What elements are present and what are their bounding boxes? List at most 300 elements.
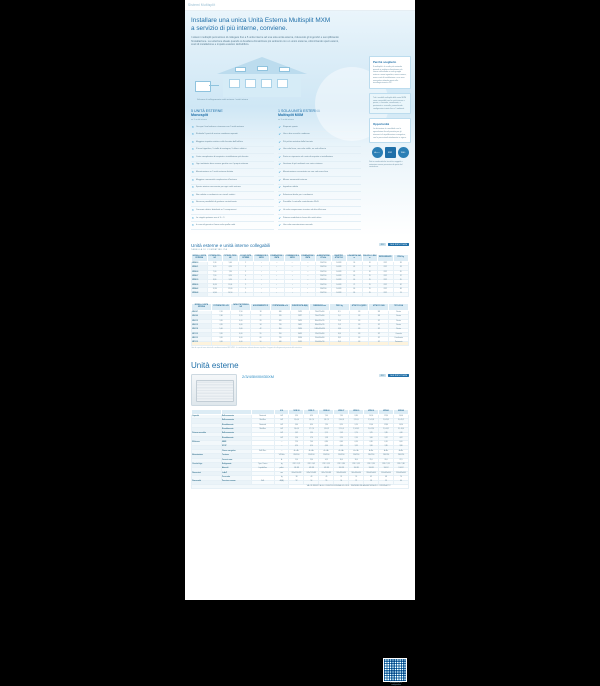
list-item: ✕ Spazio minimo necessario per ogni unità esterna [191, 185, 274, 193]
cell: 60 [394, 480, 409, 484]
cross-icon: ✕ [191, 177, 194, 182]
cell: kW [274, 419, 289, 423]
cell: 2,1-9,4 [334, 428, 349, 432]
cell: 230/1/50 [289, 454, 304, 458]
cell: 230/1/50 [379, 454, 394, 458]
cell: 1/2 [369, 324, 389, 328]
list-item: ✕ Costo complessivo di acquisto e installazione più elevato [191, 154, 274, 162]
cell: R32 [378, 292, 394, 296]
cell: 6,50 [349, 441, 364, 445]
cell: 2,15 [319, 432, 334, 436]
cell: R32 [378, 288, 394, 292]
cell: 7,20 [289, 441, 304, 445]
cell: • [285, 288, 301, 292]
check-icon: ✔ [278, 177, 281, 182]
cell: Min-Max [251, 419, 274, 423]
col-header: PORTATA ARIA m³/h [270, 304, 290, 311]
cell: R32 / 1,95 [349, 463, 364, 467]
list-item: ✕ Ogni ambiente deve essere gestito con il proprio sistema [191, 162, 274, 170]
col-header: COMBINAZIONI 3 UNITÀ [269, 255, 285, 262]
cell: 1/4-3/8 [331, 262, 347, 266]
cell: — [300, 270, 316, 274]
cell: R32 / 2,80 [394, 463, 409, 467]
cell: 3,1-16,0 [394, 428, 409, 432]
cell: 1/4-1/2 [394, 467, 409, 471]
list-item: ✔ Una sola manutenzione annuale [278, 222, 361, 230]
list-item: ✕ Maggiore impatto estetico sulla facciata dell'edificio [191, 139, 274, 147]
cell: 3,20 [231, 315, 251, 319]
cell: 3,50 [211, 319, 231, 323]
cell: 22/37 [290, 315, 310, 319]
cell: — [285, 262, 301, 266]
rail-box-incentives-text: La detrazione è cumulabile con le agevolazioni fiscali previste per gli interventi di riqualificazione energetica, con le percentuali attualmente in vigore. [373, 128, 407, 139]
cell: 1,98 [319, 436, 334, 440]
col-header: MXM-48 [394, 410, 409, 415]
cell: 8,5 [330, 311, 350, 315]
product-row [191, 374, 409, 406]
cell: 1/4 [349, 332, 369, 336]
cell: 4,10 [304, 445, 319, 449]
cell: pollici [274, 467, 289, 471]
cell: 10,50 [364, 415, 379, 419]
cell: 15,5 [330, 341, 350, 345]
cell: Canalizzata [389, 337, 409, 341]
cell: 16,0 [330, 332, 350, 336]
cell: mm [274, 471, 289, 475]
cell: 2,5-11,8 [364, 419, 379, 423]
cell: 850 [270, 328, 290, 332]
side-rail [369, 56, 411, 169]
table-body [192, 311, 409, 346]
cell: 720 [270, 324, 290, 328]
cell: 7,30 [319, 423, 334, 427]
section2-title: Unità esterne e unità interne collegabili [191, 243, 271, 249]
table-header-row [192, 304, 409, 311]
cell: 2,10 [211, 311, 231, 315]
hero-title-line1: Installare una unica Unità Esterna Multisplit MXM [191, 17, 331, 24]
cell: 2,43 [334, 432, 349, 436]
check-icon: ✔ [278, 170, 281, 175]
cell: 4 [238, 279, 254, 283]
cell: 6,50 [223, 266, 239, 270]
cell: 7,00 [319, 415, 334, 419]
cell: 8,20 [223, 275, 239, 279]
window-icon [261, 79, 272, 88]
brochure-page [185, 0, 415, 686]
cell: 5,00 [211, 328, 231, 332]
cell: 8,80 [207, 279, 223, 283]
cell: R32 [378, 266, 394, 270]
cross-icon: ✕ [191, 223, 194, 228]
cell: 6,20 [304, 415, 319, 419]
table-row-highlighted [192, 341, 409, 345]
cell: Raffrescamento [221, 415, 251, 419]
check-icon: ✔ [278, 200, 281, 205]
cell: Peso netto [221, 476, 251, 480]
cell: 4,00 [231, 337, 251, 341]
table-row [192, 292, 409, 296]
col-left-title-small: 5 UNITÀ ESTERNE [191, 108, 223, 113]
cell: 720 [270, 337, 290, 341]
list-item: ✕ 5 linee frigorifere, 5 staffe di sostegno, 5 allacci elettrici [191, 147, 274, 155]
cell: 890x295x215 [310, 324, 330, 328]
rail-box-incentives [369, 118, 411, 143]
cell: 45 [347, 266, 363, 270]
cell: R32 [378, 270, 394, 274]
cell: 6,50 [304, 423, 319, 427]
cell: 3,85 [379, 432, 394, 436]
cell: 1/2 [369, 328, 389, 332]
cell: — [285, 270, 301, 274]
cross-icon: ✕ [191, 162, 194, 167]
cell: 2,6-12,4 [364, 428, 379, 432]
cell: R32 [378, 283, 394, 287]
cell: 845x702x363 [319, 471, 334, 475]
check-icon: ✔ [278, 147, 281, 152]
fan-grille [196, 380, 234, 402]
cross-icon: ✕ [191, 139, 194, 144]
cell: • [254, 283, 270, 287]
cell: R32 [378, 262, 394, 266]
cell: Tipo / Carica [251, 463, 274, 467]
table-body [192, 415, 409, 489]
cell: 3,95 [349, 445, 364, 449]
col-left-title [191, 109, 274, 118]
cell: 55 [349, 476, 364, 480]
col-left-rows [191, 124, 274, 230]
page-header [185, 0, 415, 11]
indoor-unit-icon [257, 66, 268, 71]
cell: kW [274, 423, 289, 427]
cell: Circuito frigo [192, 463, 222, 467]
cell: MXM-24 [192, 270, 208, 274]
cell: 10 [362, 262, 378, 266]
cell: 56 [334, 480, 349, 484]
cell: 2,9-14,1 [379, 428, 394, 432]
cell: 75 [347, 283, 363, 287]
connection-line [209, 85, 219, 86]
cell: 68 [379, 476, 394, 480]
cell: 52 [393, 275, 409, 279]
cell: 21,0 [364, 458, 379, 462]
cell: 60 [347, 275, 363, 279]
cell: 1/2 [369, 332, 389, 336]
tag-refrigerant: R32 [380, 374, 385, 377]
indoor-compatibility-table [191, 303, 409, 346]
list-item: ✔ Minore rumorosità esterna [278, 177, 361, 185]
cell: 1/4-3/8 [304, 467, 319, 471]
check-icon: ✔ [278, 223, 281, 228]
cross-icon: ✕ [191, 185, 194, 190]
cell: 22 [251, 315, 271, 319]
col-header: DIAMETRO ATTACCHI [331, 255, 347, 262]
cell: 790x275x200 [310, 315, 330, 319]
cell: 60 [251, 337, 271, 341]
check-icon: ✔ [278, 124, 281, 129]
col-header: U.M. [274, 410, 289, 415]
cell: Raff./Risc. [251, 450, 274, 454]
cell: 11,0 [289, 458, 304, 462]
cell: Tensione [221, 454, 251, 458]
cell: 4,40 [394, 432, 409, 436]
rail-box-compat-text: Tutti i modelli multisplit della serie MXM sono compatibili con le unità interne a parete, a cassetta, canalizzate, a pavimento e consolle, permettendo configurazioni miste fino a 5 ambienti. [373, 96, 407, 110]
cell: MSZ-12 [192, 319, 212, 323]
cell: 11,5 [330, 324, 350, 328]
cell: 30/45 [290, 332, 310, 336]
cell: 1,76 [304, 436, 319, 440]
list-item: ✔ Un solo compressore inverter ad alta efficienza [278, 207, 361, 215]
cell: Alimentazione [192, 454, 222, 458]
cell: 2,70 [349, 432, 364, 436]
cell: Classe energetica [221, 450, 251, 454]
cell: 28 [251, 319, 271, 323]
cell: — [300, 266, 316, 270]
window-icon [229, 79, 240, 88]
cell: Riscaldamento [221, 436, 251, 440]
cell: 1/4-3/8 [319, 467, 334, 471]
cell: 230/1/50 [316, 270, 332, 274]
cell: 1/4-3/8 [331, 270, 347, 274]
cell: 230/1/50 [316, 262, 332, 266]
cell: • [254, 262, 270, 266]
col-header: MXM-21 [304, 410, 319, 415]
cell: 12,30 [207, 288, 223, 292]
list-item: ✔ Gestione di più ambienti con unico sistema [278, 162, 361, 170]
cell: MXM-36 [192, 283, 208, 287]
cell: MDZ-12 [192, 337, 212, 341]
cell: 1/4-3/8 [331, 283, 347, 287]
cell: 230/1/50 [316, 279, 332, 283]
check-icon: ✔ [278, 162, 281, 167]
check-icon: ✔ [278, 192, 281, 197]
cell: — [300, 262, 316, 266]
cell: 1,5-6,0 [289, 419, 304, 423]
cross-icon: ✕ [191, 215, 194, 220]
col-header: POTENZA FRIG. kW [207, 255, 223, 262]
cell: 15 [362, 279, 378, 283]
cell: • [254, 270, 270, 274]
rail-box-why-title: Perché sceglierlo [373, 60, 397, 64]
cell: 12,80 [379, 423, 394, 427]
cell: 1,62 [289, 432, 304, 436]
cross-icon: ✕ [191, 147, 194, 152]
cell: 1,7-7,4 [304, 428, 319, 432]
cell: 3,50 [211, 332, 231, 336]
cell: • [300, 288, 316, 292]
cell: 1/2 [369, 337, 389, 341]
cell: 1,50 [289, 436, 304, 440]
col-header: DISLIVELLO MAX m [362, 255, 378, 262]
col-header: COMBINAZIONI 4 UNITÀ [285, 255, 301, 262]
col-right-subtitle: su 5 unità interne [278, 118, 294, 121]
cell: — [285, 266, 301, 270]
cell: 1/4 [349, 328, 369, 332]
cell: 990x965x400 [364, 471, 379, 475]
check-icon: ✔ [278, 215, 281, 220]
cell: 27,0 [394, 458, 409, 462]
col-left-title-big: Monosplit [191, 113, 208, 118]
cell: 4,00 [231, 319, 251, 323]
cell: — [300, 279, 316, 283]
cell: dB(A) [274, 480, 289, 484]
cell: 10 [362, 270, 378, 274]
cell: • [300, 292, 316, 296]
cell: 24/39 [290, 319, 310, 323]
cell: • [254, 279, 270, 283]
cell: 790x275x200 [310, 311, 330, 315]
cell: 1/4-3/8 [334, 467, 349, 471]
cell: 3,25 [364, 432, 379, 436]
col-header: PESO kg [330, 304, 350, 311]
cell: Pressione sonora [221, 480, 251, 484]
col-header: PESO kg [393, 255, 409, 262]
cell: 230/1/50 [394, 454, 409, 458]
col-header: MXM-24 [319, 410, 334, 415]
col-header: RUMOROSITÀ dB(A) [290, 304, 310, 311]
cell: 62 [393, 283, 409, 287]
cell: Parete [389, 315, 409, 319]
col-right-brand: MXM [294, 113, 304, 118]
cell: 230/1/50 [316, 292, 332, 296]
cell: 2,50 [349, 436, 364, 440]
cell: Riscaldamento [221, 428, 251, 432]
cell: 45 [347, 270, 363, 274]
cell: 3/8 [369, 315, 389, 319]
cell: 5,60 [231, 328, 251, 332]
cell: • [269, 279, 285, 283]
col-right-title-big: Multisplit [278, 113, 294, 118]
list-item: ✔ Una sola linea, una sola staffa, un solo allaccio [278, 147, 361, 155]
badge-group [369, 147, 411, 158]
cell: MXM-30 [192, 279, 208, 283]
breadcrumb: Sistemi Multisplit [188, 3, 216, 7]
col-header: MXM-30 [349, 410, 364, 415]
cell: 7,30 [223, 270, 239, 274]
cell: 14,50 [394, 423, 409, 427]
cell: Parete [389, 311, 409, 315]
section2-subtitle: TABELLA DI COMPATIBILITÀ [191, 249, 228, 252]
cell: 18,0 [349, 458, 364, 462]
col-header: ALIMENTAZIONE V/Ph/Hz [316, 255, 332, 262]
cell: 6,20 [207, 266, 223, 270]
list-item: ✕ Occupa il tuo balcone o terrazzo con 5 unità esterne [191, 124, 274, 132]
cell: 11,0 [330, 319, 350, 323]
cell: 54 [304, 480, 319, 484]
qr-code[interactable] [383, 658, 407, 682]
cell: 9,20 [223, 279, 239, 283]
table-row-note [192, 485, 409, 489]
cell: MXM-42 [192, 288, 208, 292]
list-item: ✔ Manutenzione concentrata su una sola macchina [278, 169, 361, 177]
cell: 6,00 [394, 441, 409, 445]
cell: 700x450x200 [310, 337, 330, 341]
cell: Corrente max [221, 458, 251, 462]
cell: • [269, 270, 285, 274]
section3-tags [379, 374, 409, 377]
cell: • [300, 283, 316, 287]
cross-icon: ✕ [191, 170, 194, 175]
cell: • [269, 266, 285, 270]
cell: 2,24 [334, 436, 349, 440]
cell: • [269, 292, 285, 296]
cell: • [254, 292, 270, 296]
cell: Min-Max [251, 428, 274, 432]
list-item: ✔ Soluzione ideale per i condomini [278, 192, 361, 200]
cell: 1,9-8,3 [319, 428, 334, 432]
table2-footnote: I dati di capacità sono riferiti alle condizioni nominali EN 14511. Le combinazioni indicate devono rispettare il rapporto di collegamento previsto dal costruttore. [191, 348, 303, 350]
cross-icon: ✕ [191, 207, 194, 212]
cell: A++/A+ [304, 450, 319, 454]
cell: 230/1/50 [349, 454, 364, 458]
cell: 2,2-9,9 [349, 419, 364, 423]
col-right-title-small: 1 SOLA UNITÀ ESTERNA [278, 108, 321, 113]
cell: — [274, 441, 289, 445]
cell: 57 [349, 480, 364, 484]
cross-icon: ✕ [191, 200, 194, 205]
section2-tags [379, 243, 409, 246]
cell: 1/4-1/2 [379, 467, 394, 471]
cell: • [285, 279, 301, 283]
cell: 14,50 [223, 292, 239, 296]
cell: 12,30 [379, 415, 394, 419]
cell: 34 [251, 324, 271, 328]
rail-box-compat [369, 93, 411, 115]
cell: 31/45 [290, 341, 310, 345]
cell: 80 [347, 292, 363, 296]
cell: 2,3-10,5 [349, 428, 364, 432]
cell: R32 / 2,30 [364, 463, 379, 467]
cell: kW [274, 432, 289, 436]
cell: 1/2 [369, 341, 389, 345]
cell: 14,5 [319, 458, 334, 462]
cell [192, 485, 289, 489]
cell: 5 [238, 292, 254, 296]
cell: 4,02 [394, 436, 409, 440]
cell: 24,0 [379, 458, 394, 462]
col-header: MXM-42 [379, 410, 394, 415]
tag-refrigerant: R32 [380, 243, 385, 246]
col-header: MXM-27 [334, 410, 349, 415]
list-item: ✔ Porta un risparmio sul costo di acquisto e installazione [278, 154, 361, 162]
cell: 11,00 [223, 283, 239, 287]
col-header: MODELLO UNITÀ INTERNA [192, 304, 212, 311]
cell: 18 [251, 311, 271, 315]
cell: Nominale [251, 423, 274, 427]
rail-box-why [369, 56, 411, 89]
cell: 5,30 [207, 262, 223, 266]
cell: 230/1/50 [334, 454, 349, 458]
qr-caption: Scansiona per il configuratore [389, 682, 402, 686]
cell: MSZ-09 [192, 315, 212, 319]
cell: kW [274, 436, 289, 440]
col-header: MXM-18 [289, 410, 304, 415]
cell: 5 [238, 288, 254, 292]
cell: 43 [304, 476, 319, 480]
list-item: ✔ Risparmi spazio [278, 124, 361, 132]
cell: kg [274, 463, 289, 467]
refrigerant-badge: R32 [385, 147, 396, 158]
cell: 1/4 [349, 324, 369, 328]
cell: 800x554x333 [289, 471, 304, 475]
cell: Rumorosità [192, 480, 222, 484]
cell: 2,60 [211, 315, 231, 319]
cell: R32 / 2,55 [379, 463, 394, 467]
cell: 6,60 [334, 441, 349, 445]
cell: A++/A+ [289, 450, 304, 454]
check-icon: ✔ [278, 154, 281, 159]
cell: R32 / 1,55 [319, 463, 334, 467]
cell: 4,00 [319, 445, 334, 449]
